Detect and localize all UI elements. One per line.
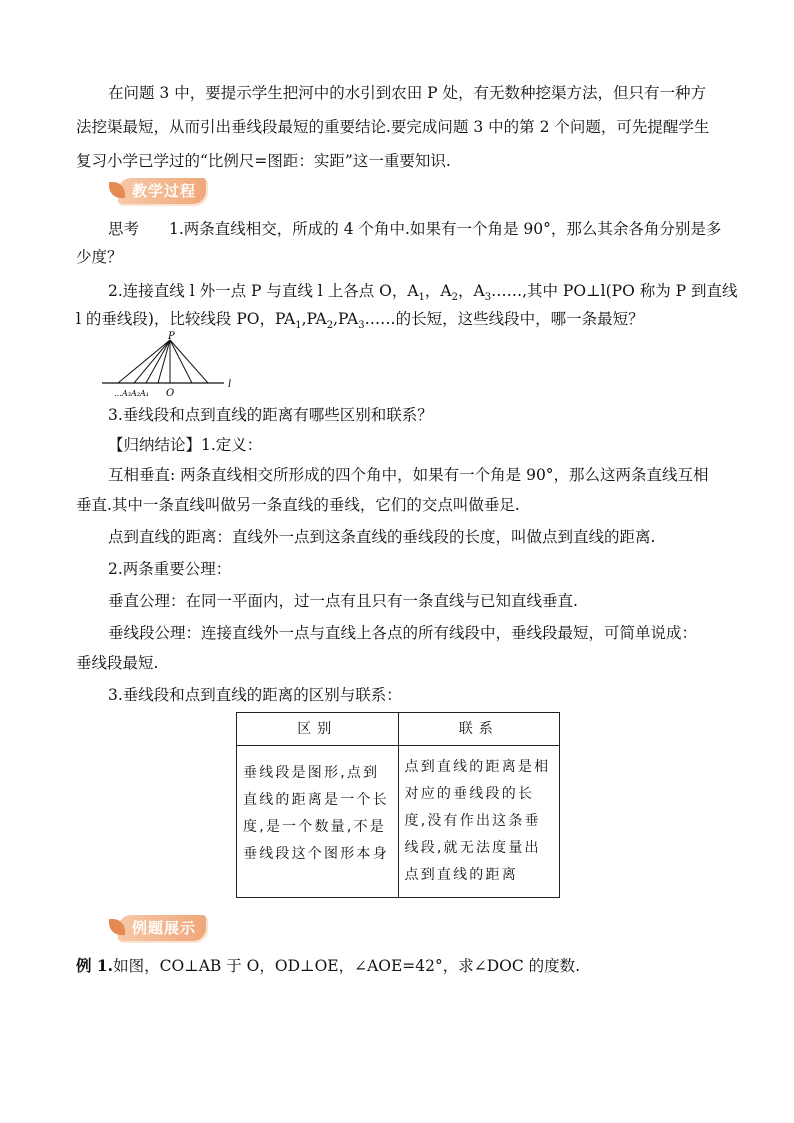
text: ,PA — [301, 310, 327, 328]
text: ，A — [457, 282, 485, 300]
think-label: 思考 — [108, 220, 140, 238]
paragraph-line: 少度？ — [76, 248, 123, 266]
subscript: 3 — [484, 292, 492, 304]
table-cell-connection: 点到直线的距离是相对应的垂线段的长度,没有作出这条垂线段,就无法度量出点到直线的距离 — [398, 746, 560, 898]
subscript: 2 — [326, 320, 334, 332]
text: ……的长短，这些线段中，哪一条最短？ — [364, 310, 644, 328]
definition-distance: 点到直线的距离：直线外一点到这条直线的垂线段的长度，叫做点到直线的距离. — [108, 528, 656, 546]
section-badge-example — [118, 915, 206, 941]
leaf-icon — [109, 182, 125, 198]
table-row — [237, 746, 560, 898]
example-label: 例 1. — [76, 956, 114, 975]
text: ……,其中 PO⊥l(PO 称为 P 到直线 — [491, 282, 738, 300]
axiom-perpendicular: 垂直公理：在同一平面内，过一点有且只有一条直线与已知直线垂直. — [108, 592, 578, 610]
table-header-row — [237, 713, 560, 746]
section-badge-teaching-process — [118, 178, 206, 204]
comparison-table — [236, 712, 560, 898]
segment-left — [118, 340, 170, 383]
table-cell-difference: 垂线段是图形,点到直线的距离是一个长度,是一个数量,不是垂线段这个图形本身 — [237, 746, 399, 898]
label-l: l — [228, 379, 232, 390]
subscript: 2 — [451, 292, 458, 304]
question-text: 1.两条直线相交，所成的 4 个角中.如果有一个角是 90°，那么其余各角分别是多 — [169, 220, 722, 238]
text: ，A — [424, 282, 452, 300]
section-title: 教学过程 — [132, 182, 197, 200]
label-A-points: …A₃A₂A₁ — [114, 389, 149, 398]
axioms-heading: 2.两条重要公理： — [108, 560, 232, 578]
leaf-icon — [109, 919, 125, 935]
paragraph-line: 在问题 3 中，要提示学生把河中的水引到农田 P 处，有无数种挖渠方法，但只有一种方 — [108, 84, 707, 102]
definition-perpendicular: 互相垂直: 两条直线相交所形成的四个角中，如果有一个角是 90°，那么这两条直线互相 — [108, 466, 709, 484]
table-header-connection: 联系 — [398, 713, 560, 746]
axiom-shortest-segment: 垂线段公理：连接直线外一点与直线上各点的所有线段中，垂线段最短，可简单说成： — [108, 624, 698, 642]
example-text: 如图，CO⊥AB 于 O，OD⊥OE，∠AOE=42°，求∠DOC 的度数. — [113, 957, 581, 975]
perpendicular-figure — [100, 330, 240, 400]
subscript: 1 — [418, 292, 425, 304]
section-title: 例题展示 — [132, 919, 197, 937]
segment-PA2 — [146, 340, 170, 383]
think-question-1 — [108, 216, 726, 243]
segment-PA3 — [134, 340, 170, 383]
label-P: P — [168, 331, 175, 342]
think-question-3: 3.垂线段和点到直线的距离有哪些区别和联系？ — [108, 406, 433, 424]
paragraph-line: 法挖渠最短，从而引出垂线段最短的重要结论.要完成问题 3 中的第 2 个问题，可先提醒学生 — [76, 118, 710, 136]
paragraph-line: 复习小学已学过的“比例尺=图距：实距”这一重要知识. — [76, 152, 451, 170]
difference-heading: 3.垂线段和点到直线的距离的区别与联系： — [108, 686, 402, 704]
conclusion-heading: 【归纳结论】1.定义： — [108, 436, 263, 454]
example-1 — [76, 952, 726, 980]
paragraph-line: 垂线段最短. — [76, 654, 159, 672]
label-O: O — [166, 388, 175, 399]
subscript: 3 — [358, 320, 365, 332]
table-header-difference: 区别 — [237, 713, 399, 746]
text: 2.连接直线 l 外一点 P 与直线 l 上各点 O，A — [108, 282, 419, 300]
paragraph-line: 垂直.其中一条直线叫做另一条直线的垂线，它们的交点叫做垂足. — [76, 496, 520, 514]
subscript: 1 — [295, 320, 302, 332]
text: ,PA — [333, 310, 359, 328]
text: l 的垂线段)，比较线段 PO，PA — [76, 310, 296, 328]
